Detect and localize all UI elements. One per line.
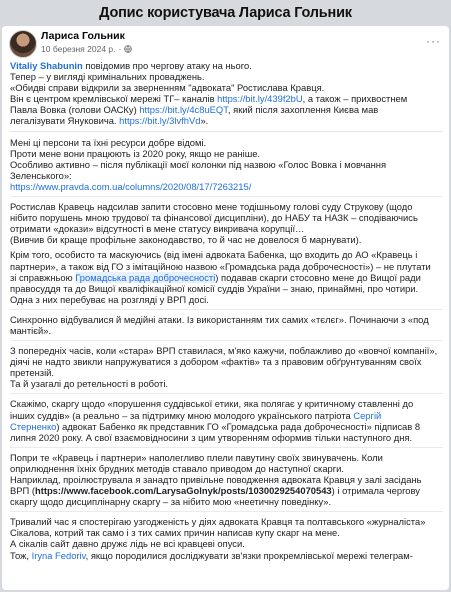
page-title: Допис користувача Лариса Гольник bbox=[99, 5, 352, 21]
avatar[interactable] bbox=[9, 30, 37, 58]
paragraph-8: Попри те «Кравець і партнери» наполегливо плели павутину своїх звинувачень. Коли оприлюднення їхніх брудних методів ставало приводом до наступної скарги. Наприклад, проілюструвала я занадто привільне поводження адвоката Кравця у залі засідань ВРП (https://www.facebook.com/LarysaGolnyk/posts/1030029254070543) і отримала чергову скаргу щодо дисциплінарну скаргу – за нібито мою «неетичну поведінку». bbox=[10, 447, 443, 507]
link-pravda[interactable]: https://www.pravda.com.ua/columns/2020/08/17/7263215/ bbox=[10, 180, 252, 192]
mention-sternenko-1[interactable]: Сергій bbox=[353, 409, 382, 421]
paragraph-7: Скажімо, скаргу щодо «порушення суддівської етики, яка полягає у критичному ставленні до інших суддів» (а реально – за підтримку мною молодого українського патріота Сергій Стерненко) адвокат Бабенко як представник ГО «Громадська рада доброчесності» підписав 8 липня 2020 року. А свої взаємовідносини з цим утворенням оформив тільки наступного дня. bbox=[10, 393, 443, 442]
mention-fedoriv[interactable]: Iryna Fedoriv bbox=[31, 549, 86, 561]
link-facebook-post[interactable]: https://www.facebook.com/LarysaGolnyk/posts/1030029254070543 bbox=[34, 485, 332, 497]
mention-shabunin[interactable]: Vitaliy Shabunin bbox=[10, 60, 83, 71]
globe-icon bbox=[124, 45, 132, 53]
paragraph-2: Мені ці персони та їхні ресурси добре відомі. Проти мене вони працюють із 2020 року, якщо не раніше. Особливо активно – після публікації моєї колонки під назвою «Голос Вовка і мовчання Зеленського»: https://www.pravda.com.ua/columns/2020/08/17/7263215/ bbox=[10, 137, 443, 192]
link-bitly-1[interactable]: https://bit.ly/439f2bU bbox=[217, 93, 303, 105]
paragraph-4: Крім того, особисто та маскуючись (від імені адвоката Бабенка, що входить до АО «Кравець і партнери», а також від ГО з імітаційною назвою «Громадська рада доброчесності») – не плутати зі справжньою Громадська рада доброчесності) подавав скарги стосовно мене до Вищої ради правосуддя та до Вищої кваліфікаційної комісії суддів України – знаю, принаймні, про чотири. Одна з них перебуває на розгляді у ВРП досі. bbox=[10, 249, 431, 305]
mention-sternenko-2[interactable]: Стерненко bbox=[10, 420, 57, 432]
divider bbox=[10, 131, 443, 132]
author-name[interactable]: Лариса Гольник bbox=[41, 30, 125, 42]
post-body bbox=[2, 60, 449, 561]
link-bitly-3[interactable]: https://bit.ly/3lvfhVd bbox=[119, 115, 201, 127]
post-header bbox=[2, 26, 449, 60]
post-card bbox=[2, 26, 449, 590]
link-bitly-2[interactable]: https://bit.ly/4c8uEQT bbox=[139, 104, 228, 116]
post-meta: 10 березня 2024 р. · bbox=[41, 44, 132, 54]
paragraph-5: Синхронно відбувалися й медійні атаки. Із використанням тих самих «тєлєг». Починаючи з «под мантієй». bbox=[10, 309, 443, 336]
more-options-icon[interactable]: ··· bbox=[426, 34, 441, 48]
post-date[interactable]: 10 березня 2024 р. bbox=[41, 44, 116, 54]
paragraph-6: З попередніх часів, коли «стара» ВРП ставилася, м'яко кажучи, поблажливо до «вовчої компанії», діячі не надто звикли напружуватися з добором «фактів» та з правовим обґрунтуванням своїх претензій. Та й узагалі до ретельності в роботі. bbox=[10, 340, 443, 389]
paragraph-1: Vitaliy Shabunin повідомив про чергову атаку на нього. Тепер – у вигляді кримінальних проваджень. «Обидві справи відкрили за зверненням "адвоката" Ростислава Кравця. Він є центром кремлівської мережі ТГ– каналів https://bit.ly/439f2bU, а також – прихвостнем Павла Вовка (голови ОАСКу) https://bit.ly/4c8uEQT, який після захоплення Києва мав легалізувати Януковича. https://bit.ly/3lvfhVd». bbox=[10, 60, 408, 127]
paragraph-9: Тривалий час я спостерігаю узгодженість у діях адвоката Кравця та полтавського «журналіста» Сікалова, котрий так само і з тих самих причин написав купу скарг на мене. А сікалів сайт давно дружє лідь не всі кравцеві опуси. Тож, Iryna Fedoriv, якщо породилися досліджувати зв'язки прокремлівської мережі телеграм- bbox=[10, 511, 443, 560]
mention-gromadska-rada[interactable]: Громадська рада доброчесності bbox=[75, 271, 216, 283]
paragraph-3: Ростислав Кравець надсилав запити стосовно мене тодішньому голові суду Струкову (щодо нібито порушень мною трудової та фінансової дисципліни), до НАБУ та НАЗК – сподіваючись отримати «докази» відсутності в мене статусу викривача корупції… (Вивчив би краще профільне законодавство, то й час не довелося б марнувати). bbox=[10, 196, 443, 245]
